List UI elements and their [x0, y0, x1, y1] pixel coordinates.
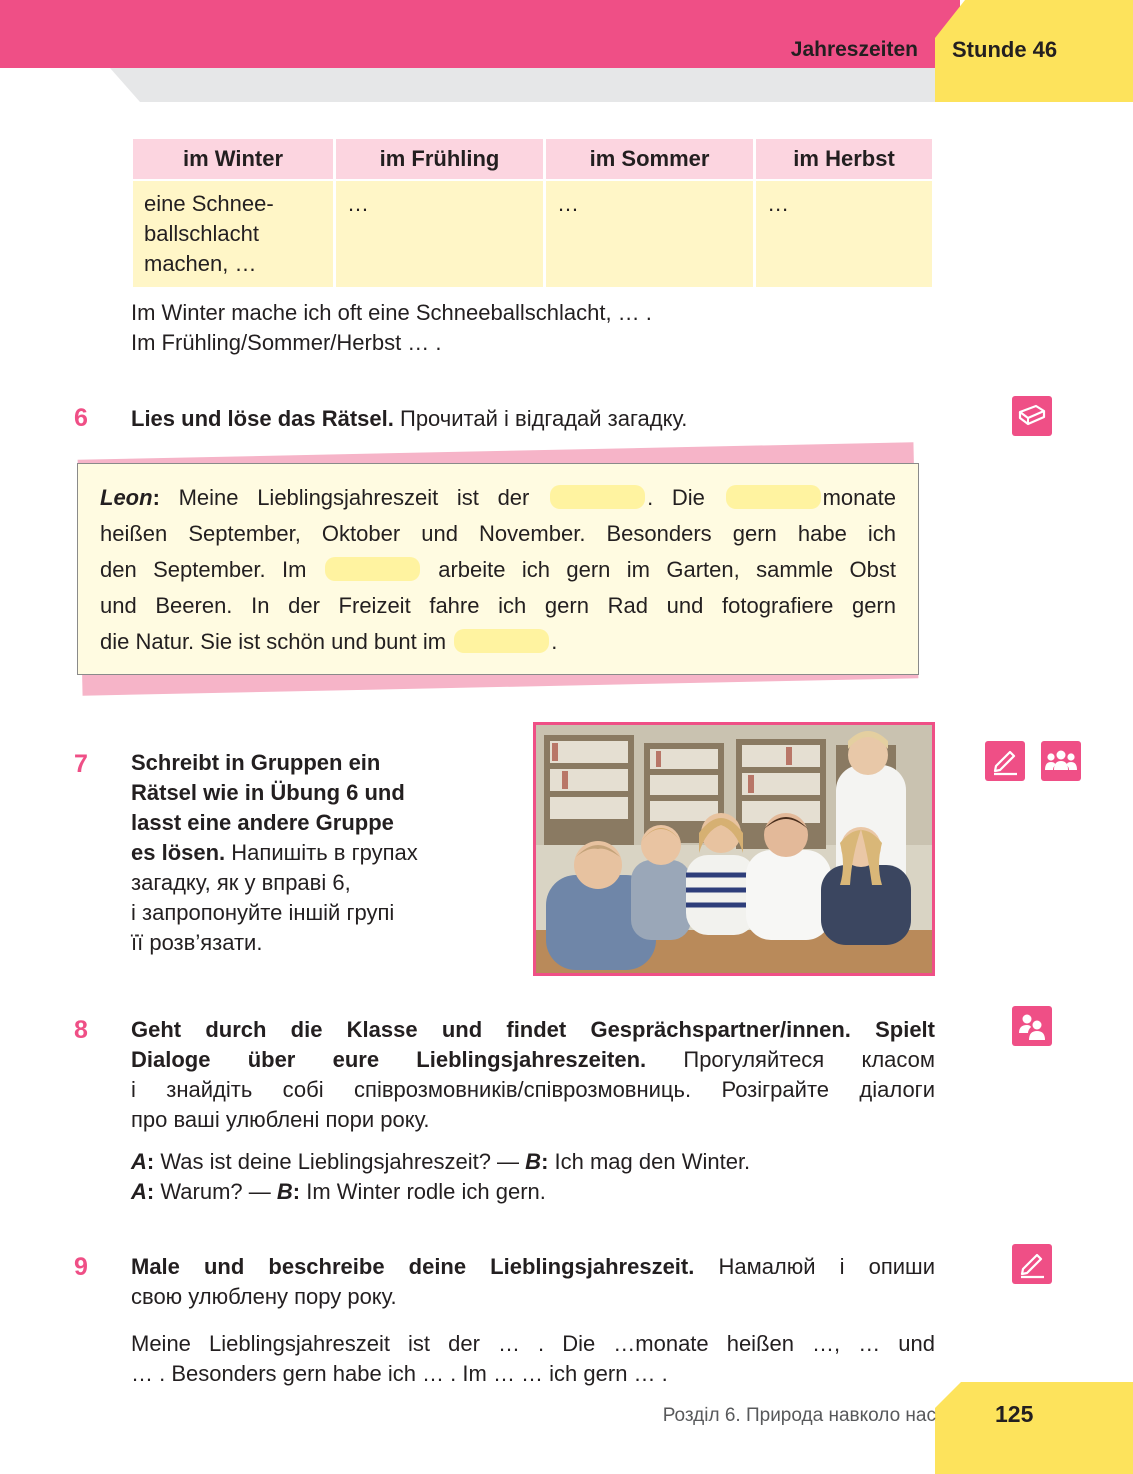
instruction-de: Rätsel wie in Übung 6 und — [131, 780, 405, 805]
blank-gap — [325, 557, 420, 581]
instruction-de: Schreibt in Gruppen ein — [131, 750, 381, 775]
dialog-text: Was ist deine Lieblingsjahreszeit? — — [160, 1149, 520, 1174]
instruction-uk: загадку, як у вправі 6, — [131, 870, 351, 895]
example-line: Im Winter mache ich oft eine Schneeballschlacht, … . — [131, 300, 652, 325]
instruction-uk: і запропонуйте іншій групі — [131, 900, 395, 925]
dialog-line: A: Was ist deine Lieblingsjahreszeit? — B: Ich mag den Winter. — [131, 1149, 751, 1174]
lesson-number: Stunde 46 — [952, 37, 1058, 62]
table-header: im Frühling — [336, 139, 543, 179]
table-header: im Herbst — [756, 139, 932, 179]
instruction-uk: Напишіть в групах — [231, 840, 418, 865]
riddle-text: arbeite ich gern im Garten, sammle Obst — [438, 557, 896, 582]
riddle-text: . Die — [647, 485, 705, 510]
task-instruction — [131, 1015, 935, 1135]
pencil-icon — [1012, 1244, 1052, 1284]
riddle-text: monate — [822, 485, 896, 510]
task-instruction — [131, 1252, 935, 1312]
seasons-table — [130, 137, 935, 289]
instruction-uk: і знайдіть собі співрозмовників/співрозмовниць. Розіграйте діалоги — [131, 1077, 935, 1102]
classroom-photo — [533, 722, 935, 976]
task-instruction — [131, 404, 687, 434]
table-header: im Sommer — [546, 139, 753, 179]
instruction-de: es lösen. — [131, 840, 226, 865]
riddle-text: . — [551, 629, 558, 654]
table-cell: … — [336, 181, 543, 287]
instruction-uk: Прогуляйтеся класом — [683, 1047, 935, 1072]
task-number: 9 — [74, 1253, 88, 1281]
instruction-uk: Прочитай і відгадай загадку. — [400, 406, 688, 431]
table-cell: … — [756, 181, 932, 287]
book-icon — [1012, 396, 1052, 436]
speaker-a: A — [131, 1149, 147, 1174]
task-number: 8 — [74, 1016, 88, 1044]
riddle-line: und Beeren. In der Freizeit fahre ich gern Rad und fotografiere gern — [100, 593, 896, 618]
riddle-line: heißen September, Oktober und November. Besonders gern habe ich — [100, 521, 896, 546]
chapter-title: Розділ 6. Природа навколо нас — [662, 1405, 936, 1426]
dialog-text: Warum? — — [160, 1179, 271, 1204]
topic-title: Jahreszeiten — [790, 38, 918, 61]
group-icon — [1041, 741, 1081, 781]
riddle-text: die Natur. Sie ist schön und bunt im — [100, 629, 447, 654]
speaker-b: B — [276, 1179, 293, 1204]
table-header: im Winter — [133, 139, 333, 179]
instruction-uk: про ваші улюблені пори року. — [131, 1107, 430, 1132]
pencil-icon — [985, 741, 1025, 781]
riddle-box: Leon: Meine Lieblingsjahreszeit ist der . Die monate heißen September, Oktober und November. Besonders gern habe ich den September. Im arbeite ich gern im Garten, sammle Obst und Beeren. In der Freizeit fahre ich gern Rad und fotografiere gern die Natur. Sie ist schön und bunt im . — [77, 463, 919, 675]
blank-gap — [454, 629, 549, 653]
page-number: 125 — [995, 1401, 1034, 1427]
instruction-de: Geht durch die Klasse und findet Gesprächspartner/innen. Spielt — [131, 1017, 935, 1042]
dialog-line: A: Warum? — B: Im Winter rodle ich gern. — [131, 1179, 546, 1204]
blank-gap — [726, 485, 821, 509]
instruction-de: Male und beschreibe deine Lieblingsjahreszeit. — [131, 1254, 695, 1279]
task-number: 7 — [74, 750, 88, 778]
instruction-de: lasst eine andere Gruppe — [131, 810, 394, 835]
instruction-de: Lies und löse das Rätsel. — [131, 406, 394, 431]
blank-gap — [550, 485, 645, 509]
example-line: Im Frühling/Sommer/Herbst … . — [131, 330, 442, 355]
dialog-text: Ich mag den Winter. — [554, 1149, 751, 1174]
task-number: 6 — [74, 404, 88, 432]
speaker-a: A — [131, 1179, 147, 1204]
speaker-b: B — [525, 1149, 542, 1174]
pair-icon — [1012, 1006, 1052, 1046]
task-instruction — [131, 748, 471, 958]
table-cell: … — [546, 181, 753, 287]
dialog-text: Im Winter rodle ich gern. — [306, 1179, 546, 1204]
instruction-uk: свою улюблену пору року. — [131, 1284, 397, 1309]
example-text — [131, 1329, 935, 1389]
riddle-text: Meine Lieblingsjahreszeit ist der — [178, 485, 530, 510]
riddle-text: den September. Im — [100, 557, 307, 582]
table-cell: eine Schnee- ballschlacht machen, … — [133, 181, 333, 287]
example-line: … . Besonders gern habe ich … . Im … … ich gern … . — [131, 1361, 668, 1386]
header-shadow — [110, 68, 940, 102]
example-line: Meine Lieblingsjahreszeit ist der … . Die …monate heißen …, … und — [131, 1331, 935, 1356]
instruction-de: Dialoge über eure Lieblingsjahreszeiten. — [131, 1047, 647, 1072]
speaker-name: Leon — [100, 485, 153, 510]
instruction-uk: Намалюй і опиши — [718, 1254, 935, 1279]
instruction-uk: її розв’язати. — [131, 930, 263, 955]
page-tab — [935, 1382, 1133, 1474]
